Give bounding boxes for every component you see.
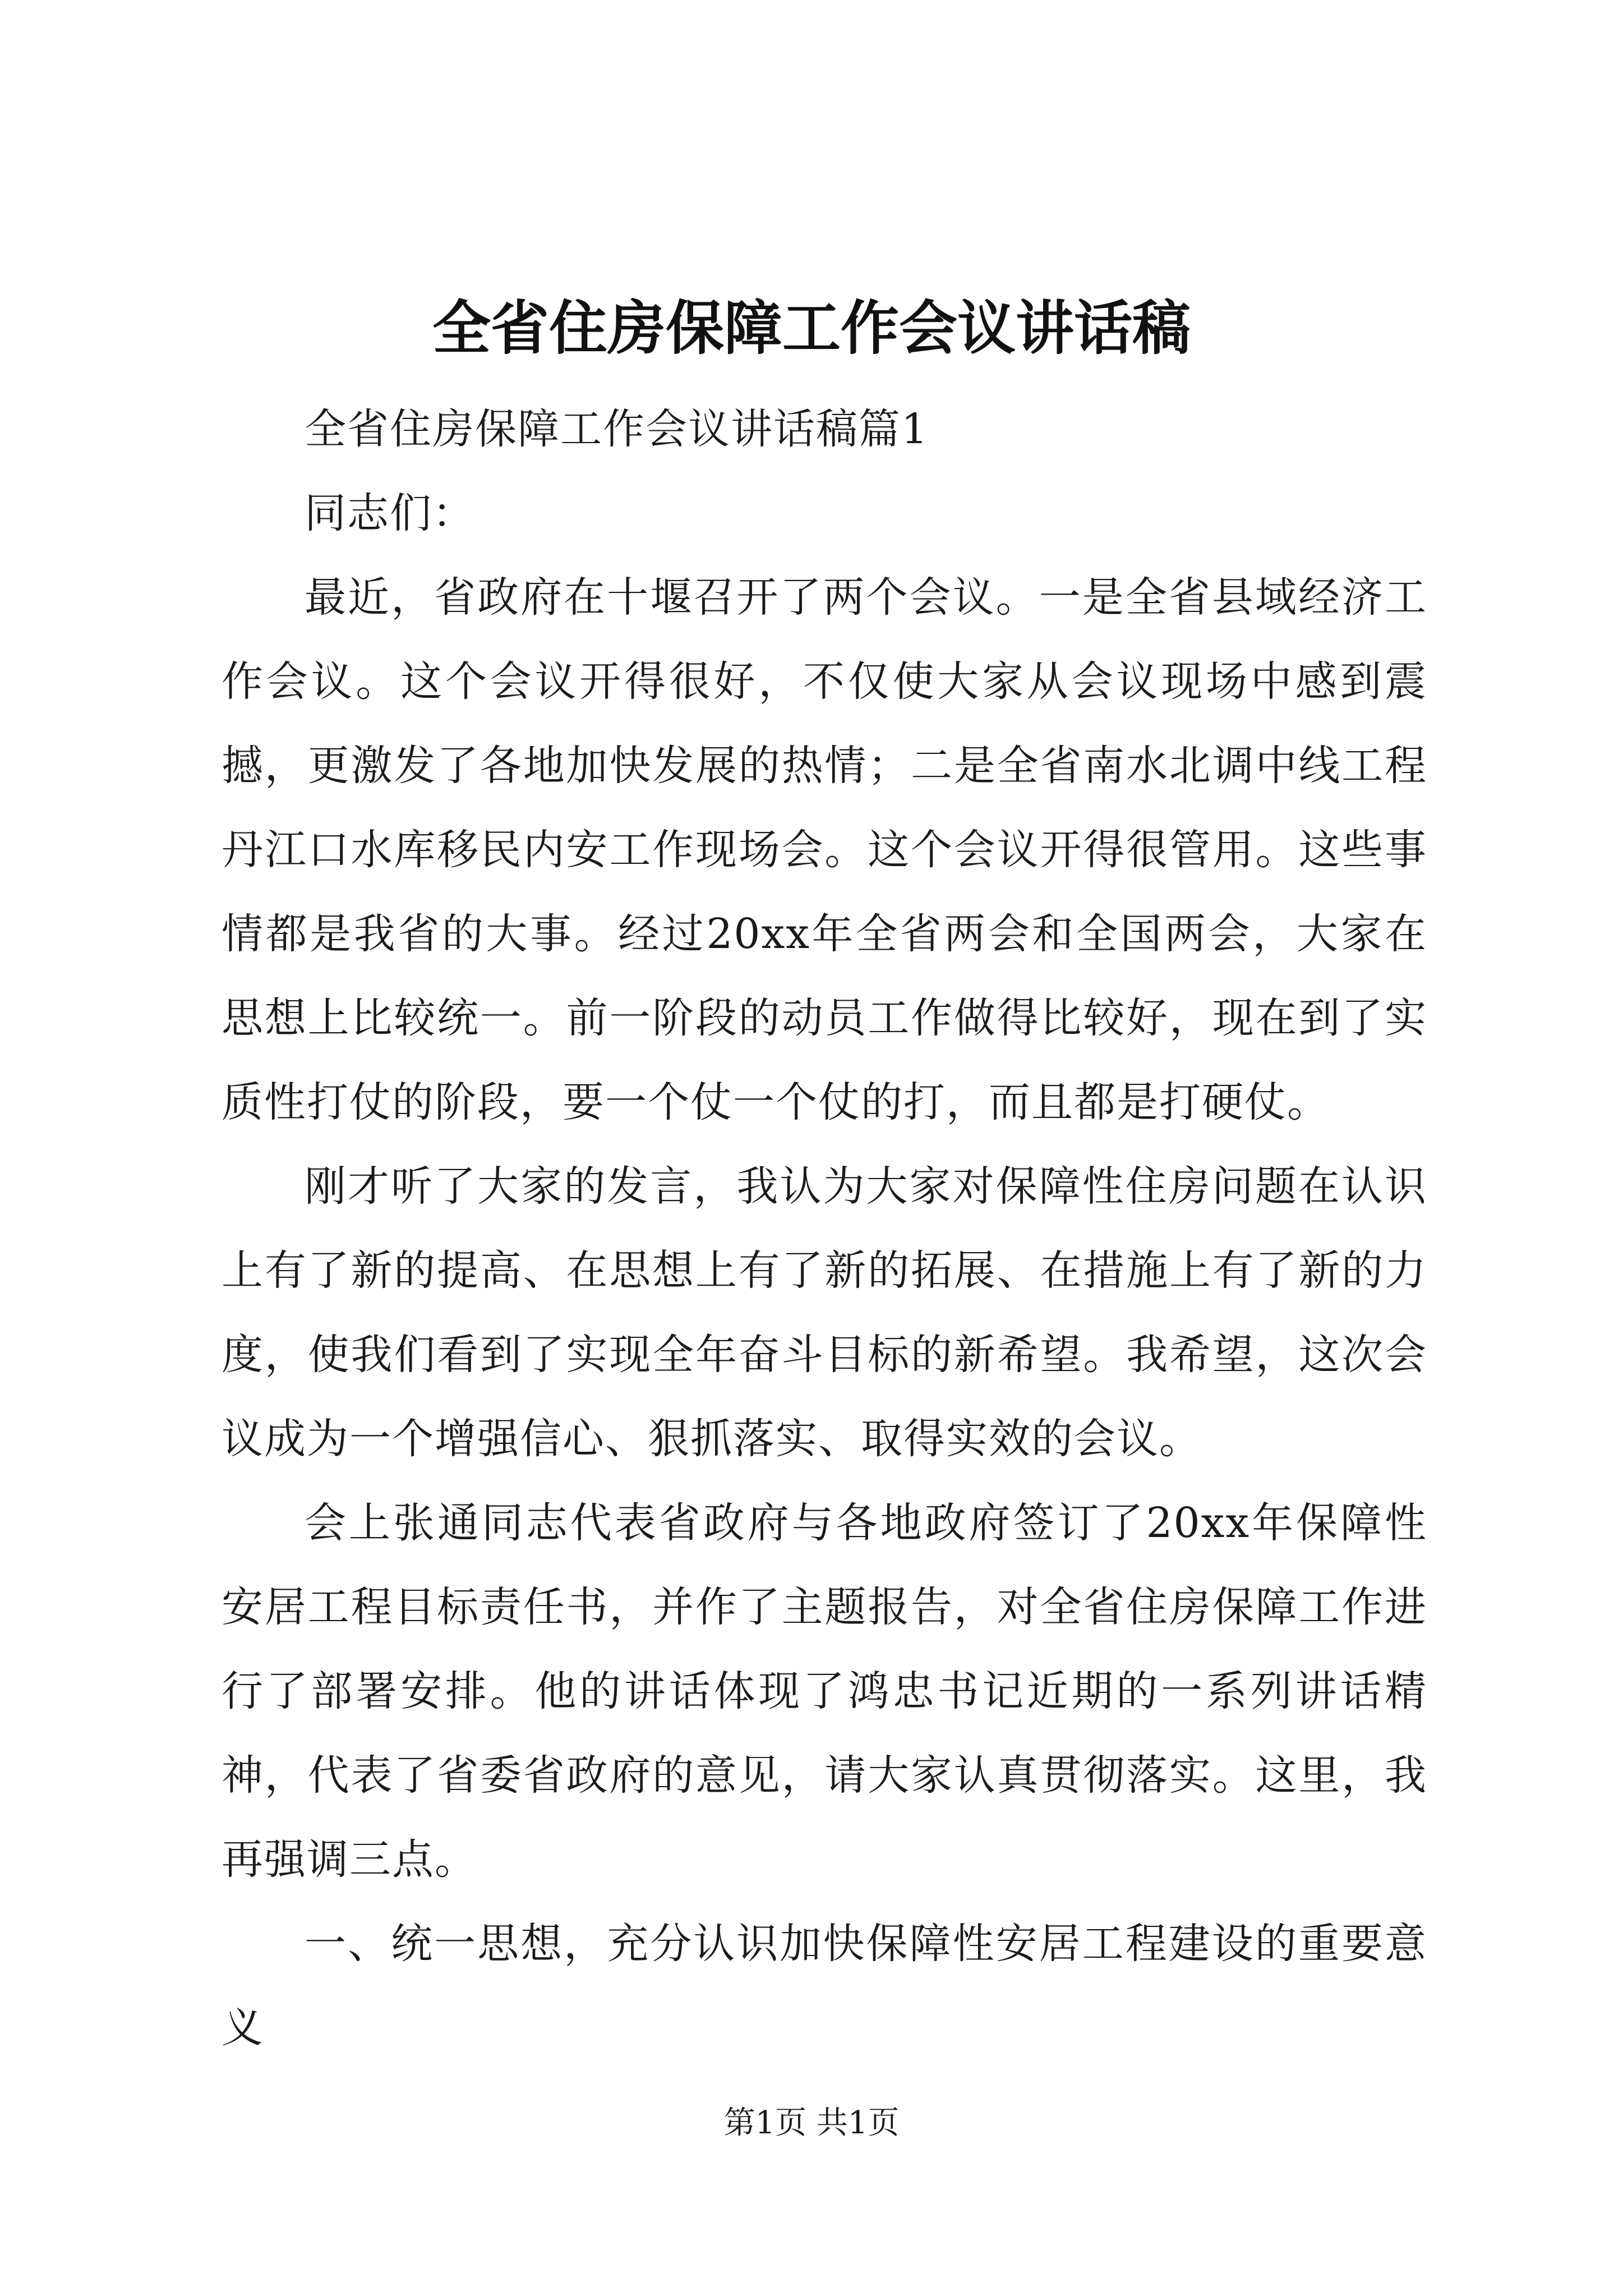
- body-paragraph: 刚才听了大家的发言，我认为大家对保障性住房问题在认识上有了新的提高、在思想上有了新的拓展、在措施上有了新的力度，使我们看到了实现全年奋斗目标的新希望。我希望，这次会议成为一个增强信心、狠抓落实、取得实效的会议。: [222, 1162, 1427, 1463]
- point-heading: 一、统一思想，充分认识加快保障性安居工程建设的重要意义: [222, 1920, 1427, 2052]
- section-heading: 全省住房保障工作会议讲话稿篇1: [305, 405, 929, 453]
- page-number-footer: 第1页 共1页: [723, 2105, 900, 2141]
- body-paragraph: 最近，省政府在十堰召开了两个会议。一是全省县域经济工作会议。这个会议开得很好，不仅使大家从会议现场中感到震撼，更激发了各地加快发展的热情；二是全省南水北调中线工程丹江口水库移民内安工作现场会。这个会议开得很管用。这些事情都是我省的大事。经过20xx年全省两会和全国两会，大家在思想上比较统一。前一阶段的动员工作做得比较好，现在到了实质性打仗的阶段，要一个仗一个仗的打，而且都是打硬仗。: [222, 573, 1427, 1126]
- salutation: 同志们：: [305, 489, 475, 537]
- document-body: [222, 387, 1427, 2070]
- document-title: 全省住房保障工作会议讲话稿: [432, 293, 1191, 362]
- body-paragraph: 会上张通同志代表省政府与各地政府签订了20xx年保障性安居工程目标责任书，并作了主题报告，对全省住房保障工作进行了部署安排。他的讲话体现了鸿忠书记近期的一系列讲话精神，代表了省委省政府的意见，请大家认真贯彻落实。这里，我再强调三点。: [222, 1499, 1427, 1884]
